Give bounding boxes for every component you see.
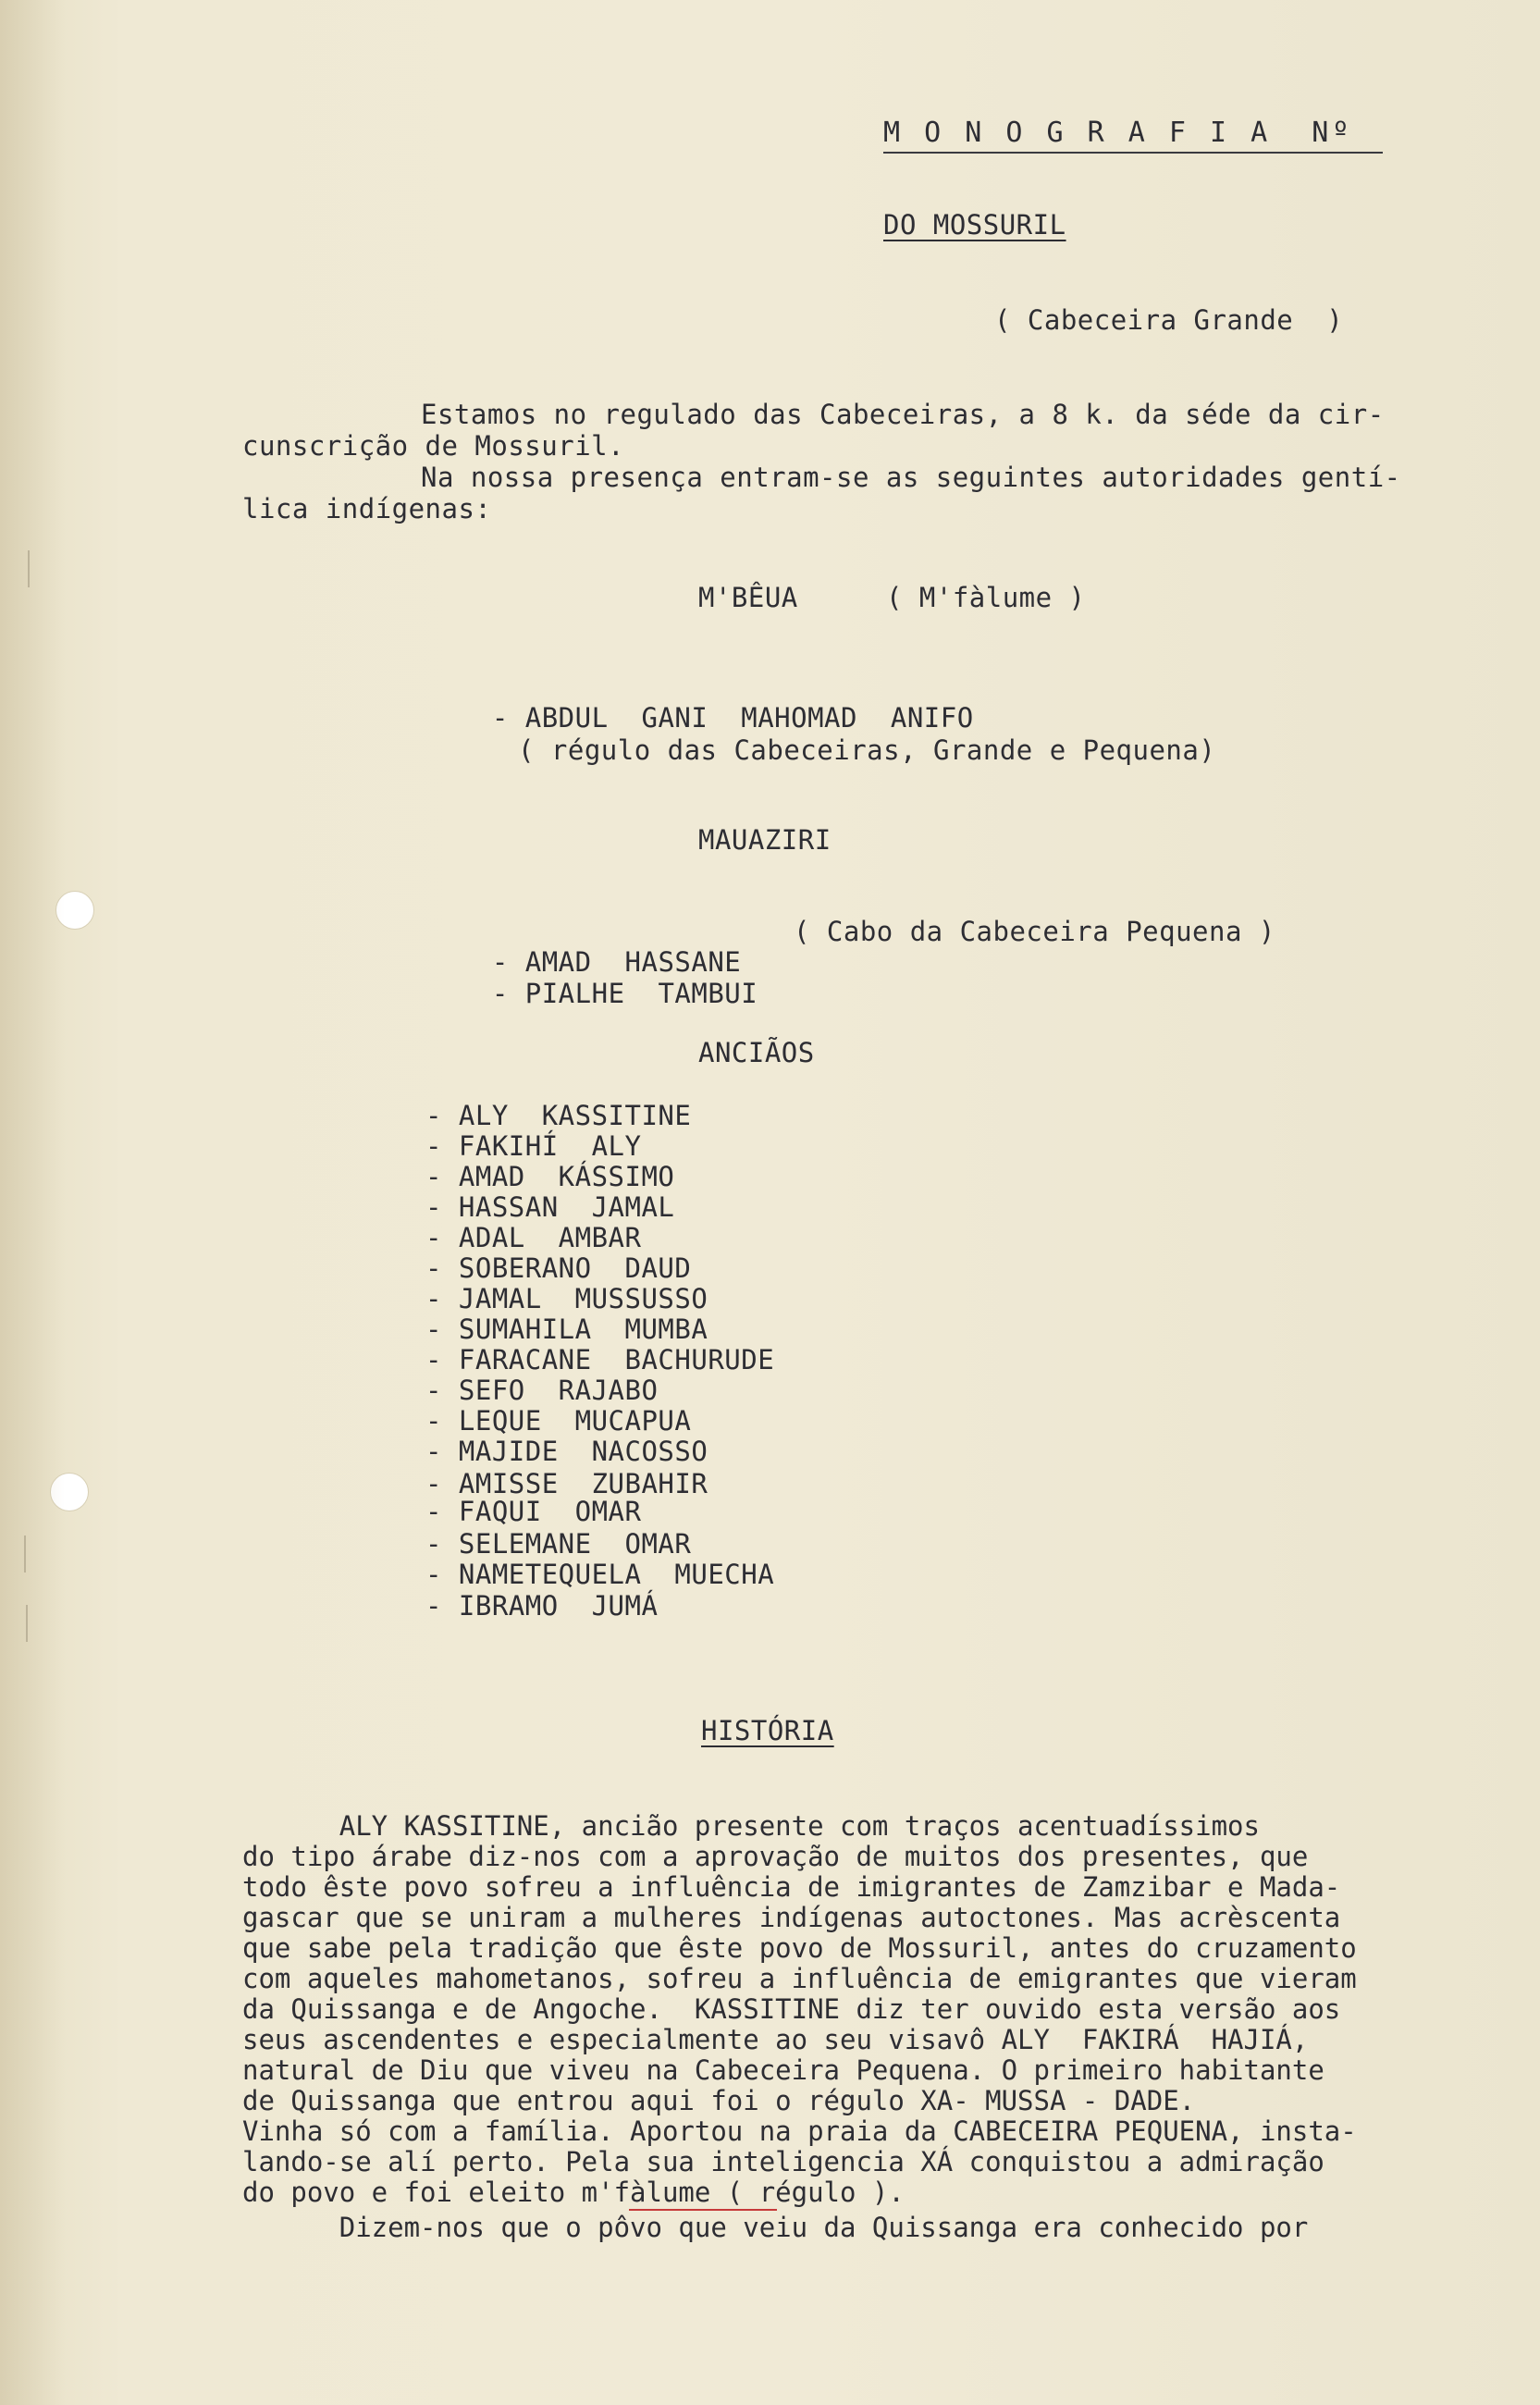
list-item: - ADAL AMBAR (425, 1222, 642, 1253)
list-item: - SEFO RAJABO (425, 1375, 659, 1406)
bullet-dash: - (491, 946, 525, 978)
ancioes-heading: ANCIÃOS (698, 1037, 815, 1068)
list-item: - JAMAL MUSSUSSO (425, 1283, 708, 1314)
margin-mark (28, 550, 43, 587)
list-item: - IBRAMO JUMÁ (425, 1590, 659, 1622)
list-item: - FAKIHÍ ALY (425, 1130, 642, 1162)
historia-line: lando-se alí perto. Pela sua inteligencia XÁ conquistou a admiração (242, 2146, 1324, 2177)
margin-mark (24, 1536, 39, 1572)
list-item: - AMAD KÁSSIMO (425, 1161, 675, 1192)
historia-line: ALY KASSITINE, ancião presente com traços acentuadíssimos (242, 1810, 1260, 1842)
mbeua-heading-note: ( M'fàlume ) (886, 582, 1086, 613)
intro-line-4: lica indígenas: (242, 493, 492, 524)
historia-heading: HISTÓRIA (701, 1715, 834, 1746)
list-item: - MAJIDE NACOSSO (425, 1436, 708, 1467)
list-item: - NAMETEQUELA MUECHA (425, 1559, 775, 1590)
historia-line: da Quissanga e de Angoche. KASSITINE diz ter ouvido esta versão aos (242, 1993, 1341, 2025)
list-item: - FARACANE BACHURUDE (425, 1344, 775, 1375)
intro-line-2: cunscrição de Mossuril. (242, 430, 625, 462)
mauaziri-item-note: ( Cabo da Cabeceira Pequena ) (794, 916, 1275, 947)
mbeua-note: ( régulo das Cabeceiras, Grande e Pequena) (518, 734, 1216, 766)
intro-line-1: Estamos no regulado das Cabeceiras, a 8 k. da séde da cir- (421, 399, 1385, 430)
title-underline (883, 152, 1383, 154)
bullet-dash: - (491, 978, 525, 1009)
margin-mark (26, 1605, 41, 1642)
mauaziri-item: - PIALHE TAMBUI (491, 978, 758, 1009)
historia-line: do tipo árabe diz-nos com a aprovação de muitos dos presentes, que (242, 1841, 1309, 1872)
mbeua-heading: M'BÊUA (698, 582, 798, 613)
list-item: - SOBERANO DAUD (425, 1252, 692, 1284)
historia-line: seus ascendentes e especialmente ao seu visavô ALY FAKIRÁ HAJIÁ, (242, 2024, 1309, 2055)
historia-line: todo êste povo sofreu a influência de imigrantes de Zamzibar e Mada- (242, 1871, 1341, 1903)
list-item: - SELEMANE OMAR (425, 1528, 692, 1560)
red-underline-mark (629, 2209, 777, 2211)
place-title: DO MOSSURIL (883, 209, 1066, 240)
historia-line: Dizem-nos que o pôvo que veiu da Quissanga era conhecido por (242, 2213, 1309, 2243)
historia-line: de Quissanga que entrou aqui foi o régulo XA- MUSSA - DADE. (242, 2085, 1196, 2116)
bullet-dash: - (491, 702, 525, 734)
historia-line: do povo e foi eleito m'fàlume ( régulo ). (242, 2177, 905, 2208)
historia-line: Vinha só com a família. Aportou na praia da CABECEIRA PEQUENA, insta- (242, 2115, 1357, 2147)
binder-hole-top (55, 891, 94, 930)
list-item: - AMISSE ZUBAHIR (425, 1468, 708, 1499)
historia-line: que sabe pela tradição que êste povo de Mossuril, antes do cruzamento (242, 1932, 1357, 1964)
list-item: - SUMAHILA MUMBA (425, 1314, 708, 1345)
monografia-title: M O N O G R A F I A Nº (883, 117, 1353, 149)
intro-line-3: Na nossa presença entram-se as seguintes autoridades gentí- (421, 462, 1401, 493)
subtitle: ( Cabeceira Grande ) (994, 304, 1344, 336)
historia-line: natural de Diu que viveu na Cabeceira Pequena. O primeiro habitante (242, 2054, 1324, 2086)
list-item: - ALY KASSITINE (425, 1100, 692, 1131)
mauaziri-item: - AMAD HASSANE (491, 946, 742, 978)
mauaziri-heading: MAUAZIRI (698, 824, 832, 856)
historia-line: gascar que se uniram a mulheres indígenas autoctones. Mas acrèscenta (242, 1902, 1341, 1933)
binder-hole-bottom (50, 1473, 89, 1511)
list-item: - LEQUE MUCAPUA (425, 1405, 692, 1437)
mbeua-name: - ABDUL GANI MAHOMAD ANIFO (491, 702, 974, 734)
list-item: - FAQUI OMAR (425, 1496, 642, 1527)
historia-line: com aqueles mahometanos, sofreu a influência de emigrantes que vieram (242, 1963, 1357, 1994)
list-item: - HASSAN JAMAL (425, 1191, 675, 1223)
